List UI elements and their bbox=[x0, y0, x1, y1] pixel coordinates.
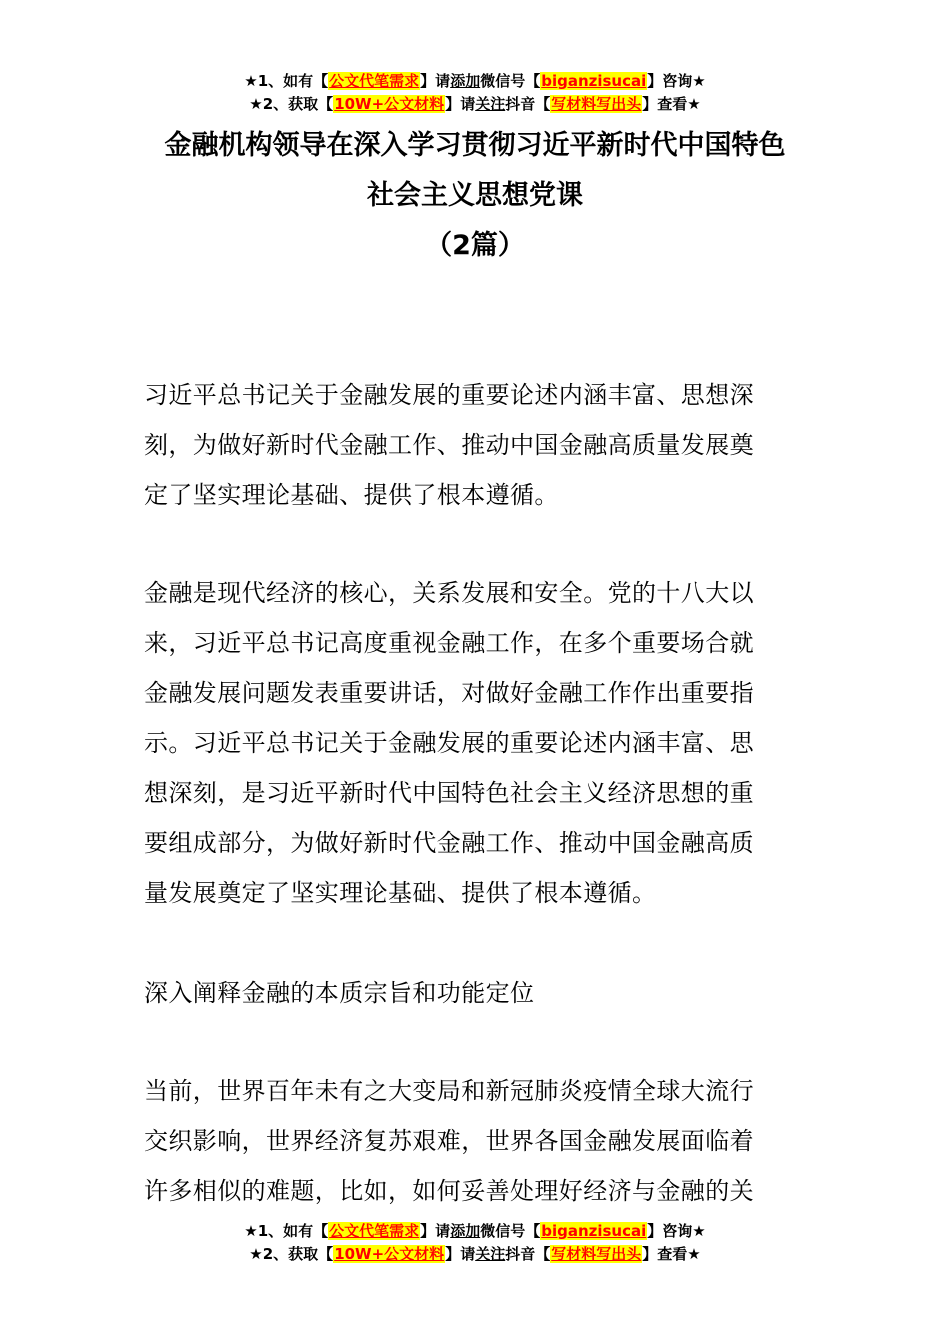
banner-line-2: ★2、获取【10W+公文材料】请关注抖音【写材料写出头】查看★ bbox=[249, 95, 701, 113]
douyin-account: 写材料写出头 bbox=[551, 1245, 642, 1263]
douyin-account: 写材料写出头 bbox=[551, 95, 642, 113]
materials-highlight: 10W+公文材料 bbox=[334, 1245, 445, 1263]
paragraph-3: 当前，世界百年未有之大变局和新冠肺炎疫情全球大流行 交织影响，世界经济复苏艰难，世界各国金融发展面临着 许多相似的难题，比如，如何妥善处理好经济与金融的关 bbox=[144, 1077, 754, 1205]
footer-line-2: ★2、获取【10W+公文材料】请关注抖音【写材料写出头】查看★ bbox=[249, 1245, 701, 1263]
paragraph-2: 金融是现代经济的核心，关系发展和安全。党的十八大以 来，习近平总书记高度重视金融工作，在多个重要场合就 金融发展问题发表重要讲话，对做好金融工作作出重要指 示。习近平总书记关于金融发展的重要论述内涵丰富、思 想深刻，是习近平新时代中国特色社会主义经济思想的重 要组成部分，为做好新时代金融工作、推动中国金融高质 量发展奠定了坚实理论基础、提供了根本遵循。 bbox=[144, 579, 754, 907]
wechat-id: biganzisucai bbox=[541, 1222, 647, 1240]
wechat-id: biganzisucai bbox=[541, 72, 647, 90]
footer-banner bbox=[0, 1220, 950, 1266]
page-title-line-2: 社会主义思想党课 bbox=[367, 180, 583, 211]
materials-highlight: 10W+公文材料 bbox=[334, 95, 445, 113]
banner-line-1: ★1、如有【公文代笔需求】请添加微信号【biganzisucai】咨询★ bbox=[244, 72, 706, 90]
header-banner bbox=[0, 70, 950, 116]
page-subtitle: （2篇） bbox=[425, 230, 525, 261]
service-highlight: 公文代笔需求 bbox=[329, 1222, 420, 1240]
service-highlight: 公文代笔需求 bbox=[329, 72, 420, 90]
section-heading: 深入阐释金融的本质宗旨和功能定位 bbox=[144, 979, 535, 1007]
footer-line-1: ★1、如有【公文代笔需求】请添加微信号【biganzisucai】咨询★ bbox=[244, 1222, 706, 1240]
page-title: 金融机构领导在深入学习贯彻习近平新时代中国特色 bbox=[164, 130, 786, 161]
paragraph-1: 习近平总书记关于金融发展的重要论述内涵丰富、思想深 刻，为做好新时代金融工作、推动中国金融高质量发展奠 定了坚实理论基础、提供了根本遵循。 bbox=[144, 381, 754, 509]
